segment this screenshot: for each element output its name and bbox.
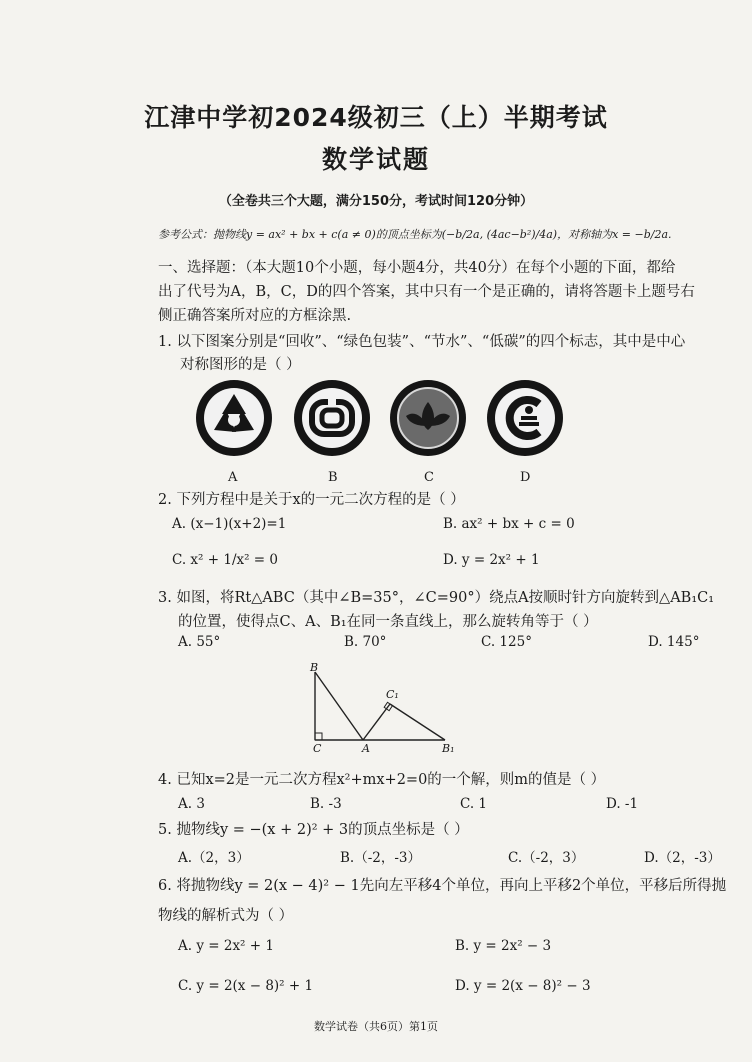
fig-label-a: A bbox=[362, 742, 370, 755]
q5-option-a: A.（2，3） bbox=[178, 850, 250, 866]
q6-option-d: D. y = 2(x − 8)² − 3 bbox=[455, 978, 591, 994]
page-footer: 数学试卷（共6页）第1页 bbox=[314, 1020, 438, 1033]
q1-stem-line2: 对称图形的是（ ） bbox=[180, 357, 301, 373]
q5-option-d: D.（2，-3） bbox=[644, 850, 721, 866]
green-packaging-icon bbox=[294, 380, 370, 456]
q2-option-c: C. x² + 1/x² = 0 bbox=[172, 552, 278, 568]
section1-intro-line2: 出了代号为A，B，C，D的四个答案，其中只有一个是正确的，请将答题卡上题号右 bbox=[158, 284, 695, 300]
q5-option-c: C.（-2，3） bbox=[508, 850, 585, 866]
fig-label-c: C bbox=[313, 742, 322, 755]
q1-option-d-label: D bbox=[520, 470, 531, 485]
recycle-icon bbox=[196, 380, 272, 456]
q3-option-d: D. 145° bbox=[648, 634, 700, 650]
low-carbon-icon bbox=[487, 380, 563, 456]
exam-title: 江津中学初2024级初三（上）半期考试 bbox=[144, 103, 608, 132]
q2-option-d: D. y = 2x² + 1 bbox=[443, 552, 540, 568]
q1-option-c-label: C bbox=[424, 470, 434, 485]
q1-stem-line1: 1. 以下图案分别是“回收”、“绿色包装”、“节水”、“低碳”的四个标志，其中是中心 bbox=[158, 334, 686, 350]
q1-option-a-label: A bbox=[228, 470, 238, 485]
q4-stem: 4. 已知x=2是一元二次方程x²+mx+2=0的一个解，则m的值是（ ） bbox=[158, 772, 606, 788]
q2-stem: 2. 下列方程中是关于x的一元二次方程的是（ ） bbox=[158, 492, 465, 508]
section1-intro-line3: 侧正确答案所对应的方框涂黑. bbox=[158, 308, 352, 324]
exam-subtitle: 数学试题 bbox=[321, 145, 430, 174]
q6-option-c: C. y = 2(x − 8)² + 1 bbox=[178, 978, 314, 994]
section1-intro-line1: 一、选择题：（本大题10个小题，每小题4分，共40分）在每个小题的下面，都给 bbox=[158, 260, 676, 276]
q4-option-d: D. -1 bbox=[606, 796, 639, 812]
q6-option-a: A. y = 2x² + 1 bbox=[178, 938, 274, 954]
exam-note: （全卷共三个大题，满分150分，考试时间120分钟） bbox=[218, 194, 534, 209]
q2-option-b: B. ax² + bx + c = 0 bbox=[443, 516, 575, 532]
q3-option-a: A. 55° bbox=[178, 634, 221, 650]
q1-option-b-label: B bbox=[328, 470, 338, 485]
q4-option-b: B. -3 bbox=[310, 796, 342, 812]
reference-formula: 参考公式：抛物线y = ax² + bx + c(a ≠ 0)的顶点坐标为(−b/2a, (4ac−b²)/4a)，对称轴为x = −b/2a. bbox=[158, 228, 672, 241]
fig-label-b1: B₁ bbox=[442, 742, 455, 755]
q4-option-a: A. 3 bbox=[178, 796, 205, 812]
q4-option-c: C. 1 bbox=[460, 796, 488, 812]
q5-option-b: B.（-2，-3） bbox=[340, 850, 422, 866]
q5-stem: 5. 抛物线y = −(x + 2)² + 3的顶点坐标是（ ） bbox=[158, 822, 469, 838]
fig-label-c1: C₁ bbox=[386, 688, 399, 701]
q6-stem-line2: 物线的解析式为（ ） bbox=[158, 908, 294, 924]
fig-label-b: B bbox=[310, 661, 319, 674]
water-saving-icon bbox=[390, 380, 466, 456]
q2-option-a: A. (x−1)(x+2)=1 bbox=[172, 516, 287, 532]
q6-option-b: B. y = 2x² − 3 bbox=[455, 938, 552, 954]
q3-option-c: C. 125° bbox=[481, 634, 532, 650]
q3-stem-line1: 3. 如图，将Rt△ABC（其中∠B=35°，∠C=90°）绕点A按顺时针方向旋转到△AB₁C₁ bbox=[158, 590, 715, 606]
q6-stem-line1: 6. 将抛物线y = 2(x − 4)² − 1先向左平移4个单位，再向上平移2个单位，平移后所得抛 bbox=[158, 878, 727, 894]
q3-stem-line2: 的位置，使得点C、A、B₁在同一条直线上，那么旋转角等于（ ） bbox=[178, 614, 598, 630]
q3-option-b: B. 70° bbox=[344, 634, 387, 650]
